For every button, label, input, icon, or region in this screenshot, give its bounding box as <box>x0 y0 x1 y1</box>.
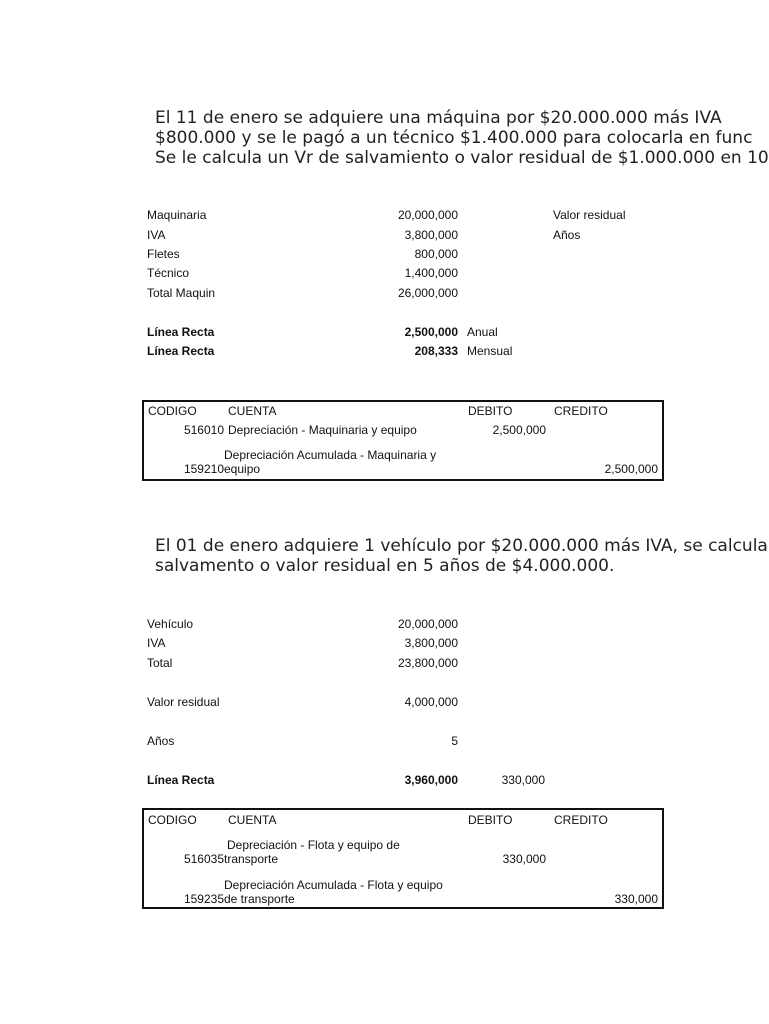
header-debito: DEBITO <box>468 404 513 418</box>
row-cuenta-cont: equipo <box>224 462 261 476</box>
side-label: Valor residual <box>553 208 626 222</box>
row-label: Vehículo <box>147 617 194 631</box>
problem2-statement <box>155 536 768 576</box>
linea-recta-label: Línea Recta <box>147 344 215 358</box>
row-label: IVA <box>147 636 166 650</box>
header-credito: CREDITO <box>554 813 608 827</box>
header-debito: DEBITO <box>468 813 513 827</box>
linea-recta-value: 2,500,000 <box>404 325 458 339</box>
linea-recta-label: Línea Recta <box>147 325 215 339</box>
row-codigo: 159210 <box>183 462 224 476</box>
problem1-line-3: Se le calcula un Vr de salvamiento o valor residual de $1.000.000 en 10 <box>155 148 769 168</box>
linea-recta-period: Anual <box>467 325 498 339</box>
row-cuenta: Depreciación - Maquinaria y equipo <box>228 423 417 437</box>
row-cuenta: Depreciación - Flota y equipo de <box>227 838 400 852</box>
row-label: Maquinaria <box>147 208 207 222</box>
problem2-line-1: El 01 de enero adquiere 1 vehículo por $20.000.000 más IVA, se calcula <box>155 536 768 556</box>
row-label: IVA <box>147 228 166 242</box>
row-credito: 2,500,000 <box>604 462 658 476</box>
journal-entry-table-2 <box>142 808 664 909</box>
row-value: 23,800,000 <box>397 656 458 670</box>
problem1-line-2: $800.000 y se le pagó a un técnico $1.400.000 para colocarla en func <box>155 128 753 148</box>
row-cuenta: Depreciación Acumulada - Flota y equipo <box>224 878 443 892</box>
row-value: 20,000,000 <box>397 617 458 631</box>
linea-recta-monthly: 330,000 <box>501 773 545 787</box>
row-cuenta-cont: transporte <box>224 852 279 866</box>
row-debito: 2,500,000 <box>492 423 546 437</box>
problem1-line-1: El 11 de enero se adquiere una máquina por $20.000.000 más IVA <box>155 108 722 128</box>
row-cuenta: Depreciación Acumulada - Maquinaria y <box>224 448 437 462</box>
row-label: Total Maquin <box>147 286 216 300</box>
row-label: Años <box>147 734 175 748</box>
row-codigo: 516010 <box>183 423 224 437</box>
row-label: Total <box>147 656 173 670</box>
side-label: Años <box>553 228 581 242</box>
linea-recta-value: 3,960,000 <box>404 773 458 787</box>
header-codigo: CODIGO <box>148 813 197 827</box>
row-value: 3,800,000 <box>404 228 458 242</box>
problem2-line-2: salvamento o valor residual en 5 años de $4.000.000. <box>155 556 615 576</box>
row-codigo: 516035 <box>183 852 224 866</box>
row-value: 1,400,000 <box>404 266 458 280</box>
row-credito: 330,000 <box>614 892 658 906</box>
row-cuenta-cont: de transporte <box>224 892 295 906</box>
row-debito: 330,000 <box>502 852 546 866</box>
row-value: 4,000,000 <box>404 695 458 709</box>
row-value: 20,000,000 <box>397 208 458 222</box>
row-value: 26,000,000 <box>397 286 458 300</box>
header-cuenta: CUENTA <box>228 813 277 827</box>
row-value: 800,000 <box>414 247 458 261</box>
row-label: Técnico <box>147 266 190 280</box>
linea-recta-label: Línea Recta <box>147 773 215 787</box>
header-credito: CREDITO <box>554 404 608 418</box>
linea-recta-value: 208,333 <box>414 344 458 358</box>
row-codigo: 159235 <box>183 892 224 906</box>
row-value: 5 <box>451 734 458 748</box>
row-label: Fletes <box>147 247 180 261</box>
linea-recta-period: Mensual <box>467 344 513 358</box>
row-value: 3,800,000 <box>404 636 458 650</box>
header-cuenta: CUENTA <box>228 404 277 418</box>
header-codigo: CODIGO <box>148 404 197 418</box>
problem1-statement <box>155 108 769 168</box>
row-label: Valor residual <box>147 695 220 709</box>
journal-entry-table-1 <box>142 400 664 481</box>
